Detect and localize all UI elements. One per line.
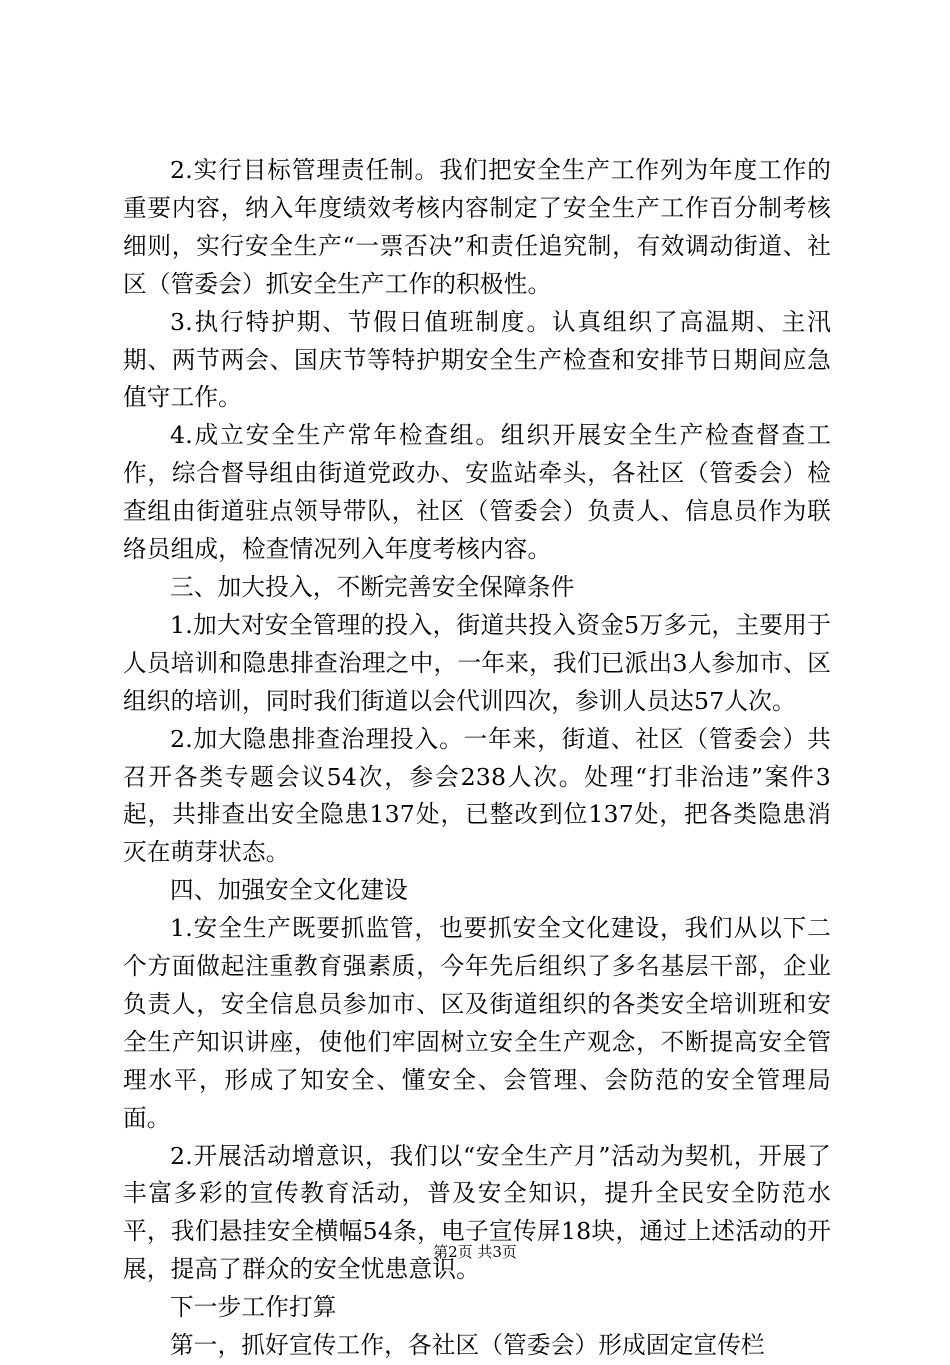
section-heading-next-steps: 下一步工作打算 [170, 1293, 337, 1322]
document-body [123, 152, 831, 1365]
paragraph-education: 1.安全生产既要抓监管，也要抓安全文化建设，我们从以下二个方面做起注重教育强素质，今年先后组织了多名基层干部，企业负责人，安全信息员参加市、区及街道组织的各类安全培训班和安全生产知识讲座，使他们牢固树立安全生产观念，不断提高安全管理水平，形成了知安全、懂安全、会管理、会防范的安全管理局面。 [123, 914, 831, 1132]
section-heading-safety-culture: 四、加强安全文化建设 [170, 876, 408, 905]
paragraph-activities: 2.开展活动增意识，我们以“安全生产月”活动为契机，开展了丰富多彩的宣传教育活动，普及安全知识，提升全民安全防范水平，我们悬挂安全横幅54条，电子宣传屏18块，通过上述活动的开展，提高了群众的安全忧患意识。 [123, 1141, 831, 1284]
paragraph-management-investment: 1.加大对安全管理的投入，街道共投入资金5万多元，主要用于人员培训和隐患排查治理之中，一年来，我们已派出3人参加市、区组织的培训，同时我们街道以会代训四次，参训人员达57人次。 [123, 610, 831, 715]
section-heading-investment: 三、加大投入，不断完善安全保障条件 [170, 572, 575, 601]
paragraph-target-management: 2.实行目标管理责任制。我们把安全生产工作列为年度工作的重要内容，纳入年度绩效考核内容制定了安全生产工作百分制考核细则，实行安全生产“一票否决”和责任追究制，有效调动街道、社区（管委会）抓安全生产工作的积极性。 [123, 156, 831, 298]
paragraph-inspection-group: 4.成立安全生产常年检查组。组织开展安全生产检查督查工作，综合督导组由街道党政办、安监站牵头，各社区（管委会）检查组由街道驻点领导带队，社区（管委会）负责人、信息员作为联络员组成，检查情况列入年度考核内容。 [123, 421, 831, 564]
paragraph-holiday-duty: 3.执行特护期、节假日值班制度。认真组织了高温期、主汛期、两节两会、国庆节等特护期安全生产检查和安排节日期间应急值守工作。 [123, 307, 831, 412]
page-footer: 第2页 共3页 [433, 1243, 517, 1261]
paragraph-publicity: 第一，抓好宣传工作，各社区（管委会）形成固定宣传栏 [170, 1331, 765, 1360]
paragraph-hazard-investment: 2.加大隐患排查治理投入。一年来，街道、社区（管委会）共召开各类专题会议54次，参会238人次。处理“打非治违”案件3起，共排查出安全隐患137处，已整改到位137处，把各类隐患消灭在萌芽状态。 [123, 724, 831, 867]
